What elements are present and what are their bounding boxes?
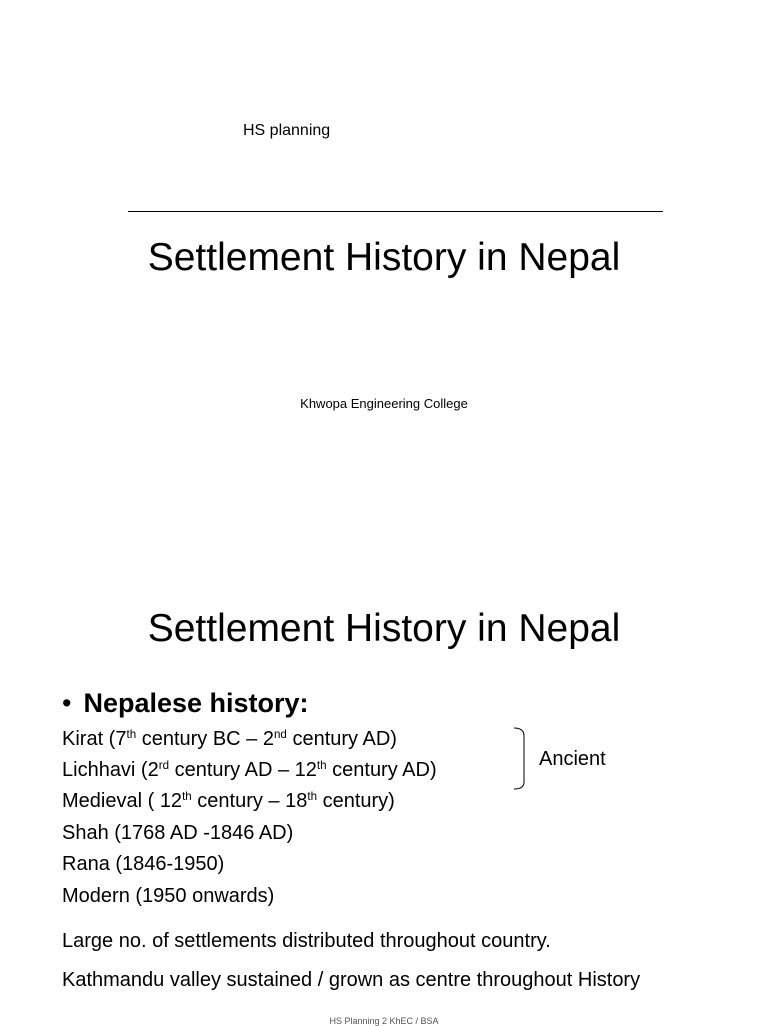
college-name: Khwopa Engineering College — [300, 396, 468, 411]
period-item-modern: Modern (1950 onwards) — [62, 885, 275, 907]
period-item-lichhavi: Lichhavi (2rd century AD – 12th century AD) — [62, 759, 437, 781]
slide1-title: Settlement History in Nepal — [147, 236, 621, 279]
note-settlements: Large no. of settlements distributed throughout country. — [62, 930, 551, 952]
header-label: HS planning — [243, 122, 331, 139]
period-item-shah: Shah (1768 AD -1846 AD) — [62, 822, 294, 844]
slide-footer: HS Planning 2 KhEC / BSA — [329, 1016, 439, 1026]
period-item-kirat: Kirat (7th century BC – 2nd century AD) — [62, 728, 397, 750]
period-item-rana: Rana (1846-1950) — [62, 853, 225, 875]
slide2-title: Settlement History in Nepal — [147, 607, 621, 650]
ancient-label: Ancient — [539, 748, 606, 770]
bullet-dot-icon: • — [62, 688, 72, 718]
bullet-heading — [62, 688, 309, 719]
title-divider — [128, 211, 663, 212]
right-brace-icon — [510, 726, 534, 792]
bullet-heading-text: Nepalese history: — [83, 688, 309, 718]
note-kathmandu-valley: Kathmandu valley sustained / grown as centre throughout History — [62, 969, 641, 991]
period-item-medieval: Medieval ( 12th century – 18th century) — [62, 790, 395, 812]
